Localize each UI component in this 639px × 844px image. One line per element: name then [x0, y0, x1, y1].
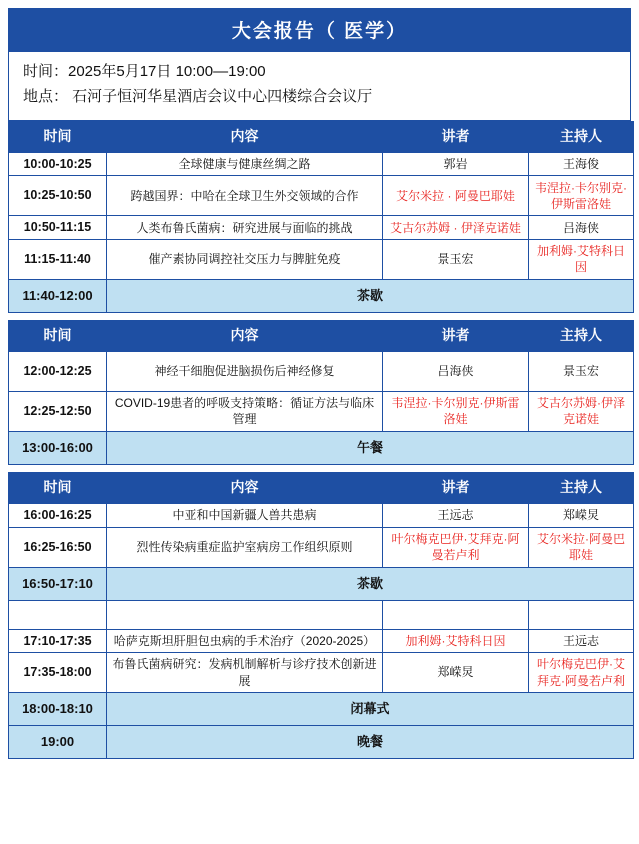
table-row [9, 629, 634, 653]
break-label: 午餐 [107, 431, 634, 464]
meta-info [8, 52, 631, 121]
col-content: 内容 [107, 320, 383, 351]
row-host: 郑嵘炅 [529, 503, 634, 527]
col-host: 主持人 [529, 472, 634, 503]
col-speaker: 讲者 [383, 472, 529, 503]
closing-row [9, 725, 634, 758]
section-spacer [8, 465, 631, 472]
row-speaker: 景玉宏 [383, 240, 529, 279]
closing-time: 19:00 [9, 725, 107, 758]
table-header-row [9, 121, 634, 152]
row-time: 12:25-12:50 [9, 391, 107, 431]
section-spacer [8, 313, 631, 320]
closing-time: 18:00-18:10 [9, 692, 107, 725]
table-row [9, 503, 634, 527]
row-host: 加利姆·艾特科日因 [529, 240, 634, 279]
table-header-row [9, 472, 634, 503]
table-row [9, 176, 634, 216]
row-content: 催产素协同调控社交压力与脾脏免疫 [107, 240, 383, 279]
row-speaker: 艾尔米拉 · 阿曼巴耶娃 [383, 176, 529, 216]
empty-cell [529, 600, 634, 629]
session-table-1 [8, 121, 634, 313]
row-content: 烈性传染病重症监护室病房工作组织原则 [107, 527, 383, 567]
empty-cell [383, 600, 529, 629]
table-row [9, 351, 634, 391]
row-content: 人类布鲁氏菌病：研究进展与面临的挑战 [107, 216, 383, 240]
col-speaker: 讲者 [383, 121, 529, 152]
row-host: 韦涅拉·卡尔别克·伊斯雷洛娃 [529, 176, 634, 216]
row-speaker: 叶尔梅克巴伊·艾拜克·阿曼若卢利 [383, 527, 529, 567]
row-time: 16:25-16:50 [9, 527, 107, 567]
closing-row [9, 692, 634, 725]
break-time: 11:40-12:00 [9, 279, 107, 312]
break-label: 茶歇 [107, 567, 634, 600]
table-row [9, 152, 634, 176]
row-host: 景玉宏 [529, 351, 634, 391]
meta-time: 时间：2025年5月17日 10:00—19:00 [23, 63, 266, 80]
row-speaker: 艾古尔苏姆 · 伊泽克诺娃 [383, 216, 529, 240]
col-host: 主持人 [529, 121, 634, 152]
row-host: 王远志 [529, 629, 634, 653]
table-row [9, 216, 634, 240]
row-time: 12:00-12:25 [9, 351, 107, 391]
row-host: 吕海侠 [529, 216, 634, 240]
row-time: 16:00-16:25 [9, 503, 107, 527]
table-row [9, 391, 634, 431]
row-time: 10:25-10:50 [9, 176, 107, 216]
row-host: 叶尔梅克巴伊·艾拜克·阿曼若卢利 [529, 653, 634, 692]
table-row [9, 653, 634, 692]
row-speaker: 郑嵘炅 [383, 653, 529, 692]
row-content: 跨越国界：中哈在全球卫生外交领域的合作 [107, 176, 383, 216]
row-time: 10:50-11:15 [9, 216, 107, 240]
session-table-2 [8, 320, 634, 465]
page-title: 大会报告（ 医学） [8, 8, 631, 52]
break-row [9, 567, 634, 600]
row-speaker: 郭岩 [383, 152, 529, 176]
col-host: 主持人 [529, 320, 634, 351]
row-content: 中亚和中国新疆人兽共患病 [107, 503, 383, 527]
col-content: 内容 [107, 121, 383, 152]
meta-place: 地点： 石河子恒河华星酒店会议中心四楼综合会议厅 [23, 87, 373, 105]
row-time: 17:10-17:35 [9, 629, 107, 653]
row-speaker: 加利姆·艾特科日因 [383, 629, 529, 653]
empty-cell [107, 600, 383, 629]
col-time: 时间 [9, 472, 107, 503]
row-time: 17:35-18:00 [9, 653, 107, 692]
col-time: 时间 [9, 320, 107, 351]
col-time: 时间 [9, 121, 107, 152]
row-content: 全球健康与健康丝绸之路 [107, 152, 383, 176]
row-content: COVID-19患者的呼吸支持策略：循证方法与临床管理 [107, 391, 383, 431]
row-host: 艾尔米拉·阿曼巴耶娃 [529, 527, 634, 567]
row-time: 11:15-11:40 [9, 240, 107, 279]
col-content: 内容 [107, 472, 383, 503]
row-speaker: 韦涅拉·卡尔别克·伊斯雷洛娃 [383, 391, 529, 431]
table-header-row [9, 320, 634, 351]
session-table-3 [8, 472, 634, 759]
empty-row [9, 600, 634, 629]
break-time: 13:00-16:00 [9, 431, 107, 464]
closing-label: 闭幕式 [107, 692, 634, 725]
row-host: 艾古尔苏姆·伊泽克诺娃 [529, 391, 634, 431]
break-row [9, 431, 634, 464]
empty-cell [9, 600, 107, 629]
row-speaker: 吕海侠 [383, 351, 529, 391]
row-content: 神经干细胞促进脑损伤后神经修复 [107, 351, 383, 391]
closing-label: 晚餐 [107, 725, 634, 758]
break-label: 茶歇 [107, 279, 634, 312]
table-row [9, 527, 634, 567]
break-time: 16:50-17:10 [9, 567, 107, 600]
break-row [9, 279, 634, 312]
row-speaker: 王远志 [383, 503, 529, 527]
table-row [9, 240, 634, 279]
row-content: 哈萨克斯坦肝胆包虫病的手术治疗（2020-2025） [107, 629, 383, 653]
col-speaker: 讲者 [383, 320, 529, 351]
row-content: 布鲁氏菌病研究：发病机制解析与诊疗技术创新进展 [107, 653, 383, 692]
row-time: 10:00-10:25 [9, 152, 107, 176]
row-host: 王海俊 [529, 152, 634, 176]
